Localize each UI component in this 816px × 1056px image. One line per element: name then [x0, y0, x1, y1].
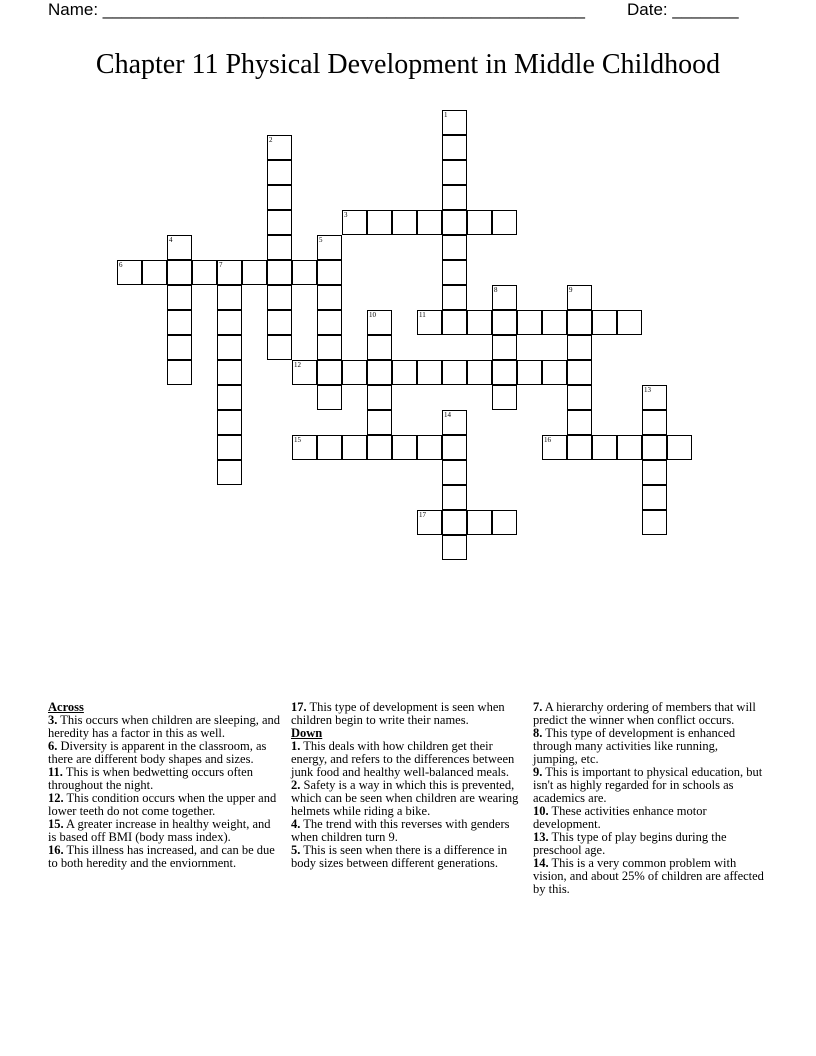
crossword-cell[interactable]	[217, 385, 242, 410]
crossword-cell[interactable]	[442, 235, 467, 260]
crossword-cell[interactable]	[292, 260, 317, 285]
crossword-cell[interactable]	[542, 360, 567, 385]
clue-across-6: 6. Diversity is apparent in the classroom, as there are different body shapes and sizes.	[48, 739, 267, 766]
crossword-cell[interactable]	[567, 310, 592, 335]
clue-down-7: 7. A hierarchy ordering of members that will predict the winner when conflict occurs.	[533, 700, 756, 727]
crossword-cell[interactable]	[467, 510, 492, 535]
crossword-cell[interactable]	[667, 435, 692, 460]
crossword-cell[interactable]	[542, 310, 567, 335]
crossword-cell[interactable]	[192, 260, 217, 285]
clue-number-1: 1	[444, 111, 448, 119]
across-heading: Across	[48, 700, 84, 714]
crossword-cell[interactable]	[492, 510, 517, 535]
crossword-cell[interactable]	[442, 260, 467, 285]
clue-down-5: 5. This is seen when there is a difference in body sizes between different generations.	[291, 843, 508, 870]
down-heading: Down	[291, 726, 323, 740]
crossword-cell[interactable]	[442, 435, 467, 460]
crossword-cell[interactable]	[417, 210, 442, 235]
crossword-cell[interactable]	[642, 460, 667, 485]
clue-down-2: 2. Safety is a way in which this is prevented, which can be seen when children are wearing helmets while riding a bike.	[291, 778, 519, 818]
crossword-cell[interactable]	[417, 435, 442, 460]
clue-number-10: 10	[369, 311, 376, 319]
crossword-cell[interactable]	[467, 310, 492, 335]
crossword-cell[interactable]	[317, 335, 342, 360]
crossword-cell[interactable]	[417, 360, 442, 385]
crossword-cell[interactable]	[442, 285, 467, 310]
clue-number-8: 8	[494, 286, 498, 294]
clue-across-17: 17. This type of development is seen when children begin to write their names.	[291, 700, 505, 727]
crossword-cell[interactable]	[367, 385, 392, 410]
crossword-cell[interactable]	[317, 385, 342, 410]
crossword-cell[interactable]	[167, 360, 192, 385]
crossword-cell[interactable]	[642, 435, 667, 460]
crossword-cell[interactable]	[267, 285, 292, 310]
clue-number-15: 15	[294, 436, 301, 444]
crossword-cell[interactable]	[167, 335, 192, 360]
name-field-label: Name: ___________________________________________________	[48, 0, 585, 19]
crossword-cell[interactable]	[642, 485, 667, 510]
crossword-cell[interactable]	[267, 310, 292, 335]
clue-down-14: 14. This is a very common problem with vision, and about 25% of children are affected by this.	[533, 856, 764, 896]
crossword-cell[interactable]	[442, 160, 467, 185]
clue-number-11: 11	[419, 311, 426, 319]
crossword-cell[interactable]	[442, 360, 467, 385]
clue-across-11: 11. This is when bedwetting occurs often throughout the night.	[48, 765, 253, 792]
crossword-cell[interactable]	[517, 310, 542, 335]
crossword-cell[interactable]	[392, 360, 417, 385]
clue-down-8: 8. This type of development is enhanced through many activities like running, jumping, etc.	[533, 726, 736, 766]
crossword-cell[interactable]	[492, 360, 517, 385]
crossword-cell[interactable]	[492, 335, 517, 360]
crossword-cell[interactable]	[442, 510, 467, 535]
crossword-cell[interactable]	[642, 510, 667, 535]
crossword-cell[interactable]	[367, 335, 392, 360]
crossword-cell[interactable]	[267, 335, 292, 360]
crossword-cell[interactable]	[467, 210, 492, 235]
crossword-cell[interactable]	[367, 360, 392, 385]
crossword-cell[interactable]	[367, 410, 392, 435]
crossword-cell[interactable]	[317, 260, 342, 285]
crossword-cell[interactable]	[267, 160, 292, 185]
crossword-cell[interactable]	[592, 435, 617, 460]
clues-column-2	[291, 701, 523, 870]
clue-across-16: 16. This illness has increased, and can be due to both heredity and the enviornment.	[48, 843, 275, 870]
crossword-cell[interactable]	[492, 210, 517, 235]
crossword-cell[interactable]	[317, 285, 342, 310]
crossword-cell[interactable]	[267, 260, 292, 285]
clue-number-2: 2	[269, 136, 273, 144]
clue-number-3: 3	[344, 211, 348, 219]
crossword-cell[interactable]	[567, 410, 592, 435]
crossword-cell[interactable]	[217, 435, 242, 460]
clue-number-5: 5	[319, 236, 323, 244]
crossword-cell[interactable]	[242, 260, 267, 285]
crossword-cell[interactable]	[442, 310, 467, 335]
crossword-cell[interactable]	[217, 410, 242, 435]
clue-number-16: 16	[544, 436, 551, 444]
clue-across-3: 3. This occurs when children are sleeping, and heredity has a factor in this as well.	[48, 713, 280, 740]
clue-down-10: 10. These activities enhance motor development.	[533, 804, 707, 831]
page-title: Chapter 11 Physical Development in Middle Childhood	[95, 49, 721, 80]
crossword-cell[interactable]	[442, 460, 467, 485]
crossword-cell[interactable]	[392, 210, 417, 235]
clue-number-7: 7	[219, 261, 223, 269]
crossword-cell[interactable]	[217, 360, 242, 385]
crossword-cell[interactable]	[567, 435, 592, 460]
crossword-cell[interactable]	[567, 360, 592, 385]
crossword-cell[interactable]	[592, 310, 617, 335]
date-field-label: Date: _______	[627, 0, 739, 19]
crossword-cell[interactable]	[442, 135, 467, 160]
crossword-cell[interactable]	[342, 435, 367, 460]
crossword-cell[interactable]	[167, 285, 192, 310]
clue-down-9: 9. This is important to physical education, but isn't as highly regarded for in schools as academics are.	[533, 765, 763, 805]
crossword-cell[interactable]	[517, 360, 542, 385]
crossword-cell[interactable]	[317, 310, 342, 335]
crossword-cell[interactable]	[267, 210, 292, 235]
clues-column-3	[533, 701, 765, 896]
crossword-cell[interactable]	[217, 310, 242, 335]
crossword-cell[interactable]	[367, 210, 392, 235]
crossword-cell[interactable]	[217, 460, 242, 485]
crossword-cell[interactable]	[567, 385, 592, 410]
crossword-cell[interactable]	[442, 535, 467, 560]
crossword-cell[interactable]	[567, 335, 592, 360]
crossword-cell[interactable]	[267, 185, 292, 210]
crossword-cell[interactable]	[617, 310, 642, 335]
clue-across-15: 15. A greater increase in healthy weight, and is based off BMI (body mass index).	[48, 817, 271, 844]
crossword-cell[interactable]	[442, 210, 467, 235]
clue-number-6: 6	[119, 261, 123, 269]
clue-number-12: 12	[294, 361, 301, 369]
clue-down-1: 1. This deals with how children get their energy, and refers to the differences between junk food and healthy well-balanced meals.	[291, 739, 515, 779]
clue-number-13: 13	[644, 386, 651, 394]
clue-number-4: 4	[169, 236, 173, 244]
clues-column-1	[48, 701, 280, 870]
crossword-cell[interactable]	[467, 360, 492, 385]
crossword-cell[interactable]	[167, 310, 192, 335]
crossword-cell[interactable]	[167, 260, 192, 285]
clue-across-12: 12. This condition occurs when the upper and lower teeth do not come together.	[48, 791, 277, 818]
crossword-cell[interactable]	[492, 385, 517, 410]
crossword-cell[interactable]	[367, 435, 392, 460]
crossword-cell[interactable]	[392, 435, 417, 460]
crossword-cell[interactable]	[267, 235, 292, 260]
crossword-cell[interactable]	[642, 410, 667, 435]
crossword-cell[interactable]	[442, 485, 467, 510]
clue-down-4: 4. The trend with this reverses with genders when children turn 9.	[291, 817, 510, 844]
clue-number-14: 14	[444, 411, 451, 419]
crossword-cell[interactable]	[442, 185, 467, 210]
clue-down-13: 13. This type of play begins during the preschool age.	[533, 830, 727, 857]
crossword-cell[interactable]	[317, 360, 342, 385]
crossword-cell[interactable]	[342, 360, 367, 385]
clue-number-9: 9	[569, 286, 573, 294]
crossword-cell[interactable]	[617, 435, 642, 460]
crossword-cell[interactable]	[217, 335, 242, 360]
clue-number-17: 17	[419, 511, 426, 519]
crossword-cell[interactable]	[142, 260, 167, 285]
crossword-cell[interactable]	[317, 435, 342, 460]
crossword-cell[interactable]	[492, 310, 517, 335]
crossword-cell[interactable]	[217, 285, 242, 310]
